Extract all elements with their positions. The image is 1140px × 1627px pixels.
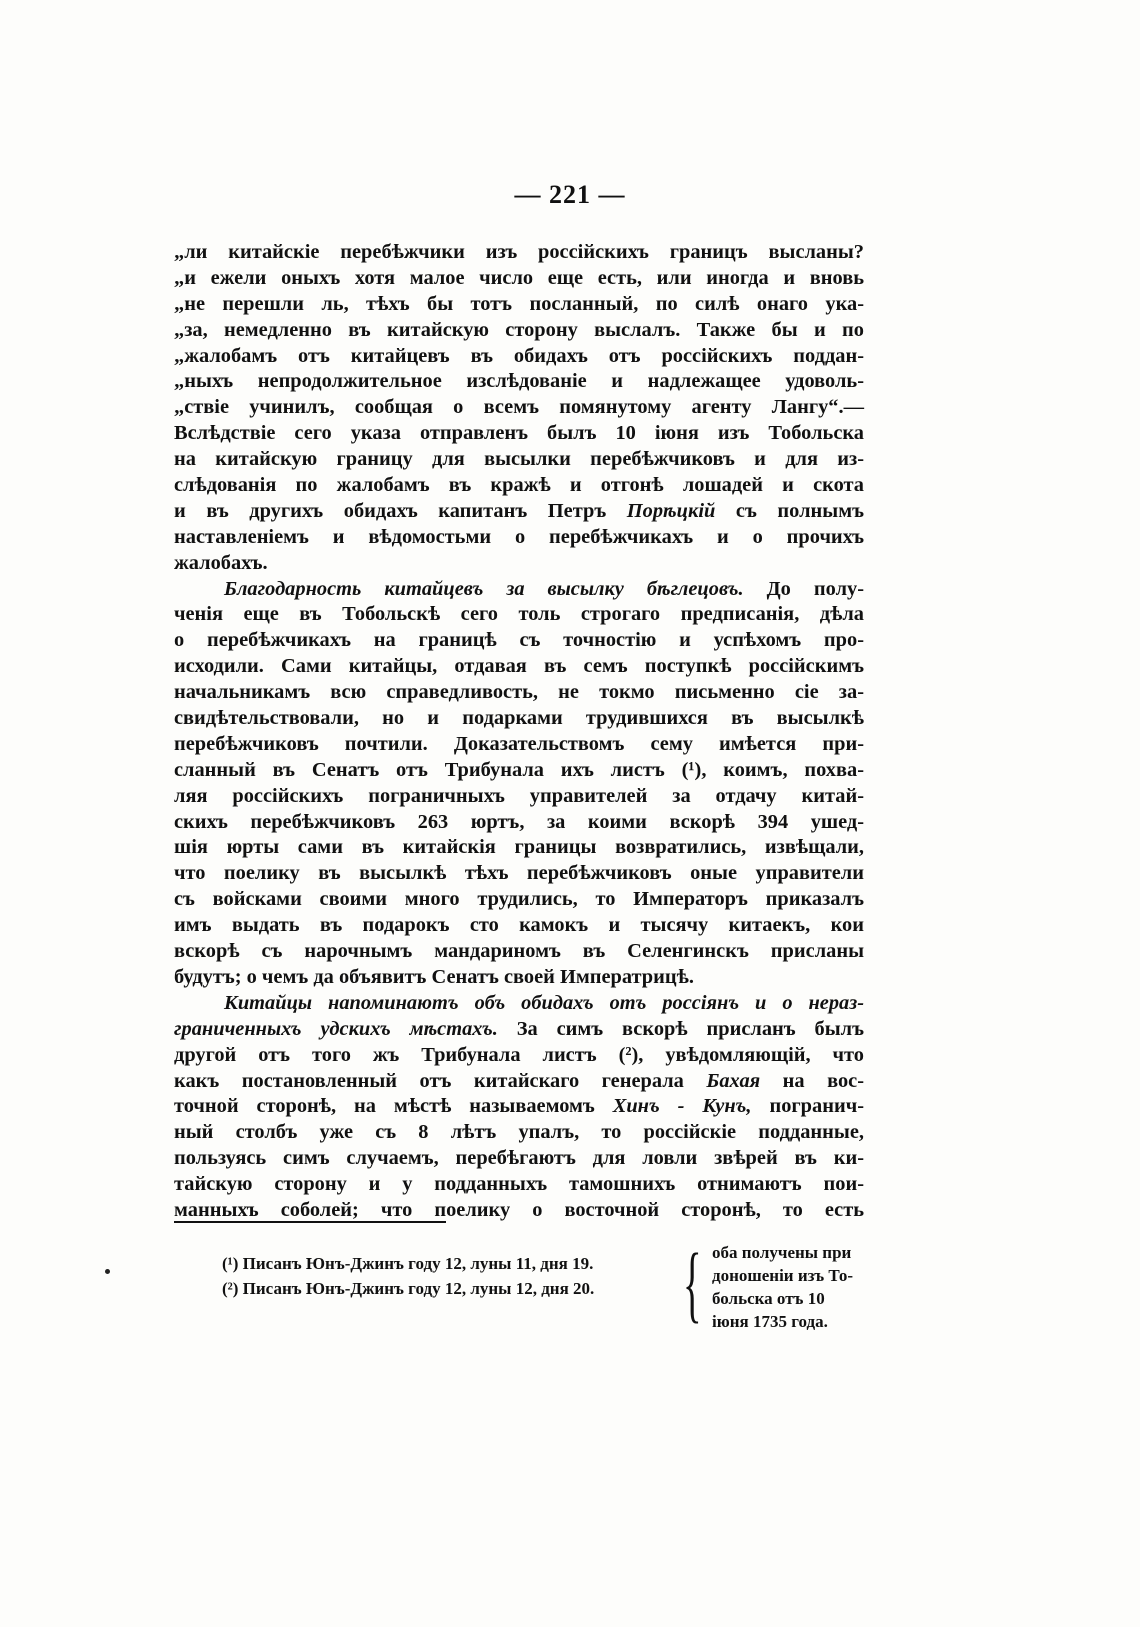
text-line: тайскую сторону и у подданныхъ тамошнихъ отнимаютъ пои- (174, 1173, 864, 1196)
text-line: другой отъ того жъ Трибунала листъ (²), увѣдомляющій, что (174, 1043, 864, 1066)
section-heading-line (174, 577, 864, 603)
footnotes (222, 1251, 594, 1301)
text-line: съ войсками своими много трудились, то Императоръ приказалъ (174, 888, 864, 911)
text-line-with-name (174, 499, 864, 525)
section-heading-line (174, 1017, 864, 1043)
footnote: (²) Писанъ Юнъ-Джинъ году 12, луны 12, дня 20. (222, 1279, 595, 1298)
body-text (174, 240, 864, 1224)
text-line: сланный въ Сенатъ отъ Трибунала ихъ листъ (¹), коимъ, похва- (174, 758, 864, 781)
text-line: манныхъ соболей; что поелику о восточной сторонѣ, то есть (174, 1198, 864, 1221)
footnote-divider (174, 1221, 446, 1223)
text-line-with-name (174, 1069, 864, 1095)
text-line: начальникамъ всю справедливость, не токмо письменно сіе за- (174, 681, 864, 704)
text-line: слѣдованія по жалобамъ въ кражѣ и отгонѣ лошадей и скота (174, 474, 864, 497)
text-line: наставленіемъ и вѣдомостьми о перебѣжчикахъ и о прочихъ (174, 525, 864, 548)
text-line: свидѣтельствовали, но и подарками трудившихся въ высылкѣ (174, 707, 864, 730)
text-run: точной сторонѣ, на мѣстѣ называемомъ (174, 1095, 595, 1118)
text-line: шія юрты сами въ китайскія границы возвратились, извѣщали, (174, 836, 864, 859)
text-run: на вос- (782, 1069, 864, 1092)
section-heading-italic: Китайцы напоминаютъ объ обидахъ отъ россіянъ и о нераз- (224, 991, 864, 1014)
text-line: вскорѣ съ нарочнымъ мандариномъ въ Селенгинскъ присланы (174, 940, 864, 963)
margin-mark (105, 1269, 110, 1274)
text-line: „жалобамъ отъ китайцевъ въ обидахъ отъ россійскихъ поддан- (174, 344, 864, 367)
text-line: ченія еще въ Тобольскѣ сего толь строгаго предписанія, дѣла (174, 603, 864, 626)
text-line: „ствіе учинилъ, сообщая о всемъ помянутому агенту Лангу“.— (174, 396, 864, 419)
side-note-line: доношеніи изъ То- (712, 1266, 854, 1285)
text-run: съ полнымъ (735, 499, 864, 522)
text-line: „ныхъ непродолжительное изслѣдованіе и надлежащее удоволь- (174, 370, 864, 393)
section-heading-line (174, 991, 864, 1017)
text-run: За симъ вскорѣ присланъ былъ (516, 1017, 864, 1040)
text-line: имъ выдать въ подарокъ сто камокъ и тысячу китаекъ, кои (174, 914, 864, 937)
footnote: (¹) Писанъ Юнъ-Джинъ году 12, луны 11, дня 19. (222, 1254, 594, 1273)
text-line: что поелику въ высылкѣ тѣхъ перебѣжчиковъ оные управители (174, 862, 864, 885)
place-name-italic: Хинъ - Кунъ, (612, 1095, 752, 1118)
page-number: — 221 — (514, 180, 626, 209)
side-note-line: оба получены при (712, 1243, 852, 1262)
side-note-line: іюня 1735 года. (712, 1312, 828, 1331)
text-line: Вслѣдствіе сего указа отправленъ былъ 10 іюня изъ Тобольска (174, 422, 864, 445)
text-line-with-place (174, 1094, 864, 1120)
text-line: о перебѣжчикахъ на границѣ съ точностію и успѣхомъ про- (174, 629, 864, 652)
text-line: „не перешли ль, тѣхъ бы тотъ посланный, по силѣ онаго ука- (174, 292, 864, 315)
person-name-italic: Бахая (706, 1069, 761, 1092)
text-line: ляя россійскихъ пограничныхъ управителей за отдачу китай- (174, 784, 864, 807)
text-line: скихъ перебѣжчиковъ 263 юртъ, за коими вскорѣ 394 ушед- (174, 810, 864, 833)
text-line: „ли китайскіе перебѣжчики изъ россійскихъ границъ высланы? (174, 241, 864, 263)
side-note-line: больска отъ 10 (712, 1289, 825, 1308)
text-run: погранич- (769, 1095, 864, 1118)
text-run: и въ другихъ обидахъ капитанъ Петръ (174, 499, 607, 522)
text-line: жалобахъ. (174, 551, 268, 574)
text-line: пользуясь симъ случаемъ, перебѣгаютъ для ловли звѣрей въ ки- (174, 1147, 864, 1170)
text-line: исходили. Сами китайцы, отдавая въ семъ поступкѣ россійскимъ (174, 655, 864, 678)
footnote-side-note (712, 1241, 862, 1333)
text-run: До полу- (766, 577, 864, 600)
text-line: на китайскую границу для высылки перебѣжчиковъ и для из- (174, 448, 864, 471)
text-line: ный столбъ уже съ 8 лѣтъ упалъ, то россійскіе подданные, (174, 1121, 864, 1144)
section-heading-italic: граниченныхъ удскихъ мѣстахъ. (174, 1017, 498, 1040)
text-line: „и ежели оныхъ хотя малое число еще есть, или иногда и вновь (174, 266, 864, 289)
text-run: какъ постановленный отъ китайскаго генерала (174, 1069, 684, 1092)
section-heading-italic: Благодарность китайцевъ за высылку бѣглецовъ. (224, 577, 744, 600)
curly-brace: { (683, 1235, 702, 1331)
text-line: перебѣжчиковъ почтили. Доказательствомъ сему имѣется при- (174, 732, 864, 755)
text-line: будутъ; о чемъ да объявитъ Сенатъ своей Императрицѣ. (174, 965, 694, 988)
text-line: „за, немедленно въ китайскую сторону выслалъ. Также бы и по (174, 318, 864, 341)
person-name-italic: Порѣцкій (626, 499, 716, 522)
